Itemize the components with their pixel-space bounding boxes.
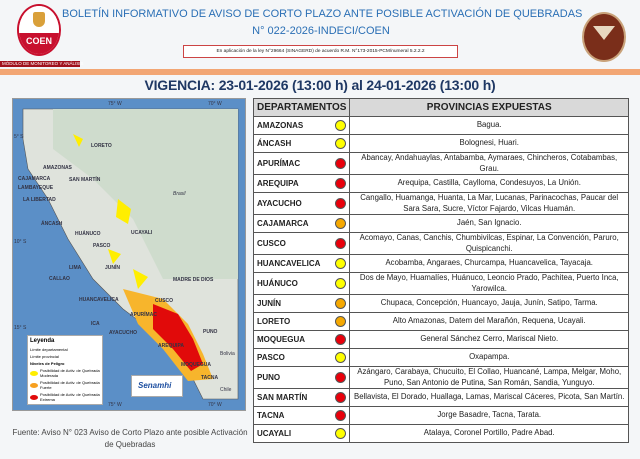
alert-level-red-icon: [335, 178, 346, 189]
department-name: PASCO: [257, 353, 285, 362]
table-row: [254, 313, 629, 331]
department-cell: [254, 175, 350, 193]
table-row: [254, 215, 629, 233]
map-legend: Leyenda Límite departamental Límite provincial Niveles de Peligro Posibilidad de Activ. de Quebrada Moderada Posibilidad de Activ. de Quebrada Fuerte Posibilidad de Activ. de Quebrada Extrema: [27, 335, 103, 405]
provinces-cell: Alto Amazonas, Datem del Marañón, Requena, Ucayali.: [350, 313, 629, 331]
provinces-cell: Acobamba, Angaraes, Churcampa, Huancavelica, Tayacaja.: [350, 255, 629, 273]
table-row: [254, 295, 629, 313]
alert-level-yellow-icon: [335, 428, 346, 439]
alert-level-red-icon: [335, 410, 346, 421]
alert-level-red-icon: [335, 238, 346, 249]
alert-level-yellow-icon: [335, 120, 346, 131]
table-row: [254, 135, 629, 153]
senamhi-logo: Senamhi: [131, 375, 183, 397]
department-name: AREQUIPA: [257, 179, 299, 188]
provinces-cell: Oxapampa.: [350, 349, 629, 367]
table-row: [254, 331, 629, 349]
department-name: MOQUEGUA: [257, 335, 305, 344]
hazard-map: LORETO AMAZONAS CAJAMARCA LAMBAYEQUE SAN MARTÍN LA LIBERTAD ÁNCASH HUÁNUCO PASCO UCAYALI LIMA CALLAO JUNÍN HUANCAVELICA CUSCO MADRE DE DIOS ICA AYACUCHO APURÍMAC PUNO AREQUIPA MOQUEGUA TACNA Brasil Bolivia Chile 75° W 70° W 75° W 70° W 5° S 10° S 15° S Leyenda Límite departamental Límite provincial Niveles de Peligro Posibilidad de Activ. de Quebrada Moderada Posibilidad de Activ. de Quebrada Fuerte Posibilidad de Activ. de Quebrada Extrema Senamhi: [12, 98, 246, 411]
legend-swatch-yellow: [30, 371, 38, 376]
alert-level-red-icon: [335, 158, 346, 169]
table-row: [254, 273, 629, 295]
department-name: TACNA: [257, 411, 285, 420]
provinces-cell: Chupaca, Concepción, Huancayo, Jauja, Junín, Satipo, Tarma.: [350, 295, 629, 313]
col-header-departments: DEPARTAMENTOS: [254, 99, 350, 117]
department-cell: [254, 215, 350, 233]
department-cell: [254, 233, 350, 255]
department-cell: [254, 135, 350, 153]
department-name: HUANCAVELICA: [257, 259, 321, 268]
legend-swatch-red: [30, 395, 38, 400]
department-name: ÁNCASH: [257, 139, 292, 148]
department-cell: [254, 389, 350, 407]
provinces-cell: Atalaya, Coronel Portillo, Padre Abad.: [350, 425, 629, 443]
department-cell: [254, 295, 350, 313]
department-cell: [254, 407, 350, 425]
provinces-cell: Arequipa, Castilla, Caylloma, Condesuyos, La Unión.: [350, 175, 629, 193]
alert-level-orange-icon: [335, 316, 346, 327]
alert-level-yellow-icon: [335, 258, 346, 269]
table-row: [254, 233, 629, 255]
department-cell: [254, 313, 350, 331]
alert-level-orange-icon: [335, 218, 346, 229]
table-row: [254, 153, 629, 175]
provinces-cell: Jorge Basadre, Tacna, Tarata.: [350, 407, 629, 425]
alert-level-red-icon: [335, 198, 346, 209]
table-row: [254, 255, 629, 273]
table-row: [254, 193, 629, 215]
provinces-cell: Bellavista, El Dorado, Huallaga, Lamas, Mariscal Cáceres, Picota, San Martín.: [350, 389, 629, 407]
legend-swatch-orange: [30, 383, 38, 388]
alert-level-orange-icon: [335, 298, 346, 309]
table-row: [254, 117, 629, 135]
module-label: MÓDULO DE MONITOREO Y ANÁLISIS: [2, 61, 84, 66]
department-name: UCAYALI: [257, 429, 292, 438]
department-cell: [254, 153, 350, 175]
col-header-provinces: PROVINCIAS EXPUESTAS: [350, 99, 629, 117]
department-name: HUÁNUCO: [257, 279, 298, 288]
institution-seal: [582, 12, 626, 62]
department-cell: [254, 273, 350, 295]
divider: [0, 69, 640, 75]
table-row: [254, 175, 629, 193]
department-cell: [254, 255, 350, 273]
alert-level-yellow-icon: [335, 352, 346, 363]
provinces-cell: Bolognesi, Huari.: [350, 135, 629, 153]
source-note: Fuente: Aviso N° 023 Aviso de Corto Plazo ante posible Activación de Quebradas: [12, 428, 248, 449]
provinces-cell: Abancay, Andahuaylas, Antabamba, Aymaraes, Chincheros, Cotabambas, Grau.: [350, 153, 629, 175]
alert-level-yellow-icon: [335, 138, 346, 149]
department-name: AYACUCHO: [257, 199, 302, 208]
validity-period: VIGENCIA: 23-01-2026 (13:00 h) al 24-01-2026 (13:00 h): [144, 77, 496, 93]
table-row: [254, 389, 629, 407]
department-name: APURÍMAC: [257, 159, 301, 168]
provinces-cell: Cangallo, Huamanga, Huanta, La Mar, Lucanas, Parinacochas, Paucar del Sara Sara, Sucre, Víctor Fajardo, Vilcas Huamán.: [350, 193, 629, 215]
department-name: JUNÍN: [257, 299, 282, 308]
department-name: SAN MARTÍN: [257, 393, 308, 402]
provinces-cell: General Sánchez Cerro, Mariscal Nieto.: [350, 331, 629, 349]
alert-level-red-icon: [335, 392, 346, 403]
department-name: CUSCO: [257, 239, 286, 248]
table-row: [254, 425, 629, 443]
department-name: PUNO: [257, 373, 281, 382]
department-name: LORETO: [257, 317, 291, 326]
law-note: En aplicación de la ley N°29664 (SINAGERD) de acuerdo R.M. N°173-2015-PCM/numeral 5.2.2.2: [183, 45, 458, 58]
table-row: [254, 367, 629, 389]
provinces-cell: Jaén, San Ignacio.: [350, 215, 629, 233]
department-cell: [254, 193, 350, 215]
alert-level-red-icon: [335, 372, 346, 383]
table-row: [254, 407, 629, 425]
department-cell: [254, 331, 350, 349]
provinces-cell: Dos de Mayo, Huamalíes, Huánuco, Leoncio Prado, Pachitea, Puerto Inca, Yarowilca.: [350, 273, 629, 295]
alert-level-red-icon: [335, 334, 346, 345]
department-cell: [254, 349, 350, 367]
table-row: [254, 349, 629, 367]
department-name: CAJAMARCA: [257, 219, 309, 228]
page-title: BOLETÍN INFORMATIVO DE AVISO DE CORTO PLAZO ANTE POSIBLE ACTIVACIÓN DE QUEBRADAS N° 022-2026-INDECI/COEN: [62, 8, 583, 37]
department-cell: [254, 367, 350, 389]
coen-logo: COEN: [17, 4, 61, 56]
shield-icon: [33, 12, 45, 27]
department-cell: [254, 425, 350, 443]
department-name: AMAZONAS: [257, 121, 304, 130]
provinces-cell: Azángaro, Carabaya, Chucuito, El Collao, Huancané, Lampa, Melgar, Moho, Puno, San Antonio de Putina, San Román, Sandia, Yunguyo.: [350, 367, 629, 389]
provinces-cell: Bagua.: [350, 117, 629, 135]
exposed-provinces-table: [253, 98, 629, 443]
department-cell: [254, 117, 350, 135]
alert-level-yellow-icon: [335, 278, 346, 289]
provinces-cell: Acomayo, Canas, Canchis, Chumbivilcas, Espinar, La Convención, Paruro, Quispicanchi.: [350, 233, 629, 255]
